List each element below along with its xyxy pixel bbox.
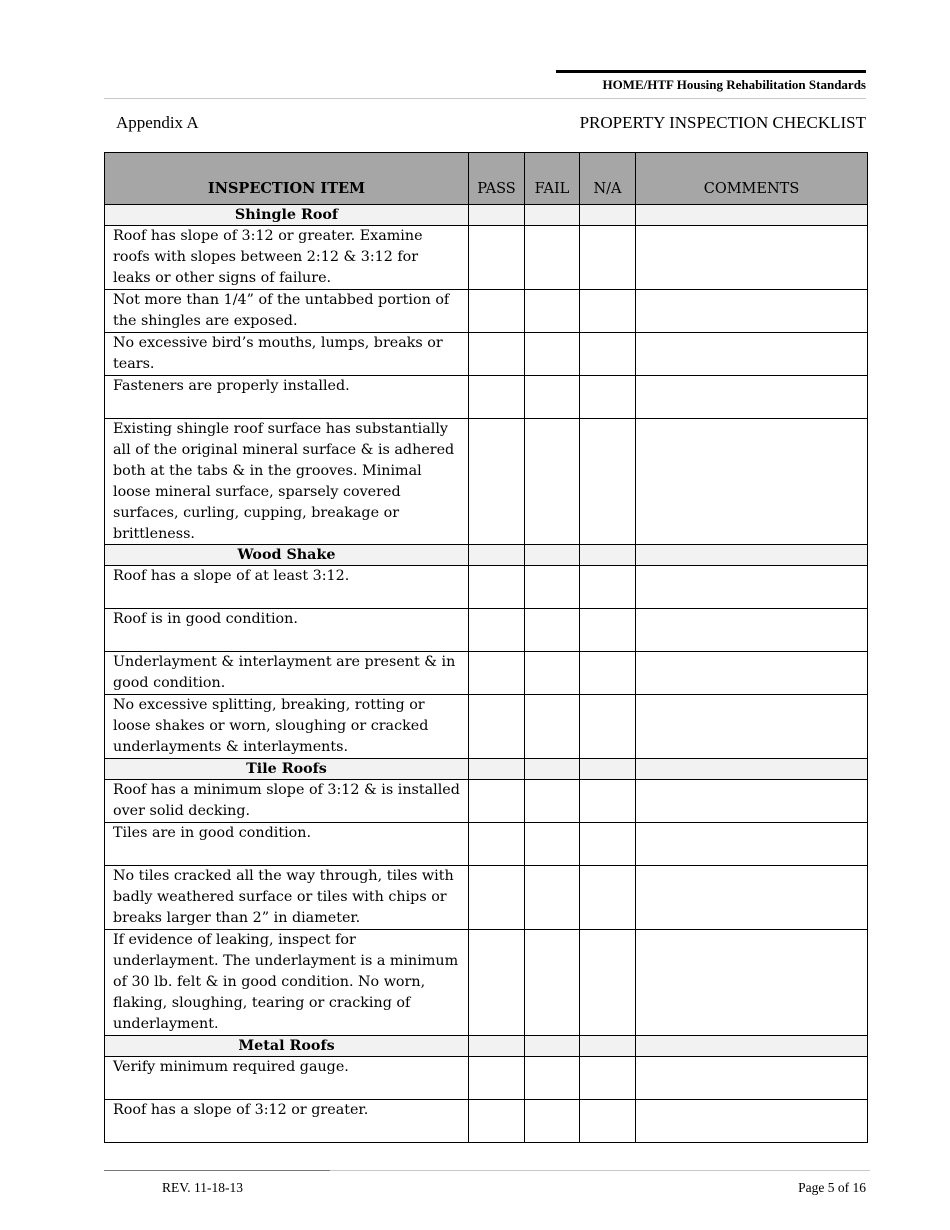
na-cell[interactable] [580, 866, 636, 930]
comments-cell[interactable] [636, 290, 868, 333]
fail-cell[interactable] [525, 419, 580, 545]
section-row-wood-shake [105, 545, 868, 566]
revision-date: REV. 11-18-13 [162, 1180, 243, 1195]
header-divider [104, 98, 866, 99]
fail-cell[interactable] [525, 1056, 580, 1099]
section-title: Wood Shake [105, 545, 469, 566]
na-cell [580, 545, 636, 566]
fail-cell[interactable] [525, 1099, 580, 1142]
table-row [105, 823, 868, 866]
fail-cell[interactable] [525, 333, 580, 376]
comments-cell[interactable] [636, 780, 868, 823]
table-row [105, 333, 868, 376]
fail-cell[interactable] [525, 226, 580, 290]
inspection-item-text: Tiles are in good condition. [105, 823, 469, 866]
inspection-checklist-table [104, 152, 868, 1143]
pass-cell[interactable] [469, 652, 525, 695]
section-title: Shingle Roof [105, 205, 469, 226]
na-cell[interactable] [580, 1099, 636, 1142]
table-row [105, 866, 868, 930]
section-title: Tile Roofs [105, 759, 469, 780]
fail-cell[interactable] [525, 566, 580, 609]
inspection-item-text: No excessive bird’s mouths, lumps, breaks or tears. [105, 333, 469, 376]
fail-cell [525, 205, 580, 226]
fail-cell[interactable] [525, 930, 580, 1036]
inspection-item-text: Roof is in good condition. [105, 609, 469, 652]
table-row [105, 930, 868, 1036]
pass-cell[interactable] [469, 376, 525, 419]
pass-cell[interactable] [469, 695, 525, 759]
appendix-label: Appendix A [116, 113, 199, 132]
comments-cell[interactable] [636, 609, 868, 652]
table-row [105, 1056, 868, 1099]
inspection-item-text: If evidence of leaking, inspect for underlayment. The underlayment is a minimum of 30 lb. felt & in good condition. No worn, flaking, sloughing, tearing or cracking of underlayment. [105, 930, 469, 1036]
inspection-item-text: Underlayment & interlayment are present & in good condition. [105, 652, 469, 695]
inspection-item-text: Not more than 1/4” of the untabbed portion of the shingles are exposed. [105, 290, 469, 333]
comments-cell [636, 205, 868, 226]
pass-cell[interactable] [469, 780, 525, 823]
na-cell [580, 205, 636, 226]
fail-cell[interactable] [525, 609, 580, 652]
table-row [105, 1099, 868, 1142]
pass-cell[interactable] [469, 566, 525, 609]
table-row [105, 695, 868, 759]
na-cell[interactable] [580, 1056, 636, 1099]
na-cell[interactable] [580, 609, 636, 652]
table-row [105, 376, 868, 419]
comments-cell[interactable] [636, 333, 868, 376]
fail-cell[interactable] [525, 376, 580, 419]
na-cell[interactable] [580, 226, 636, 290]
comments-cell[interactable] [636, 866, 868, 930]
table-row [105, 419, 868, 545]
fail-cell[interactable] [525, 290, 580, 333]
inspection-item-text: No excessive splitting, breaking, rotting or loose shakes or worn, sloughing or cracked underlayments & interlayments. [105, 695, 469, 759]
fail-cell [525, 759, 580, 780]
fail-cell[interactable] [525, 823, 580, 866]
inspection-item-text: Fasteners are properly installed. [105, 376, 469, 419]
column-header-fail: FAIL [525, 153, 580, 205]
table-header-row [105, 153, 868, 205]
inspection-item-text: Verify minimum required gauge. [105, 1056, 469, 1099]
comments-cell[interactable] [636, 930, 868, 1036]
inspection-item-text: Roof has slope of 3:12 or greater. Examine roofs with slopes between 2:12 & 3:12 for leaks or other signs of failure. [105, 226, 469, 290]
pass-cell[interactable] [469, 930, 525, 1036]
comments-cell[interactable] [636, 695, 868, 759]
na-cell[interactable] [580, 695, 636, 759]
pass-cell[interactable] [469, 1099, 525, 1142]
comments-cell[interactable] [636, 226, 868, 290]
inspection-item-text: No tiles cracked all the way through, tiles with badly weathered surface or tiles with chips or breaks larger than 2” in diameter. [105, 866, 469, 930]
fail-cell [525, 1035, 580, 1056]
pass-cell[interactable] [469, 1056, 525, 1099]
pass-cell [469, 1035, 525, 1056]
comments-cell [636, 545, 868, 566]
fail-cell[interactable] [525, 652, 580, 695]
section-row-metal-roofs [105, 1035, 868, 1056]
table-row [105, 226, 868, 290]
inspection-item-text: Existing shingle roof surface has substantially all of the original mineral surface & is adhered both at the tabs & in the grooves. Minimal loose mineral surface, sparsely covered surfaces, curling, cupping, breakage or brittleness. [105, 419, 469, 545]
na-cell [580, 759, 636, 780]
na-cell[interactable] [580, 333, 636, 376]
comments-cell[interactable] [636, 419, 868, 545]
na-cell[interactable] [580, 823, 636, 866]
pass-cell [469, 545, 525, 566]
pass-cell[interactable] [469, 226, 525, 290]
pass-cell[interactable] [469, 333, 525, 376]
comments-cell [636, 759, 868, 780]
na-cell[interactable] [580, 930, 636, 1036]
na-cell[interactable] [580, 419, 636, 545]
na-cell[interactable] [580, 780, 636, 823]
na-cell[interactable] [580, 652, 636, 695]
na-cell[interactable] [580, 566, 636, 609]
section-title: Metal Roofs [105, 1035, 469, 1056]
pass-cell [469, 205, 525, 226]
inspection-item-text: Roof has a slope of at least 3:12. [105, 566, 469, 609]
inspection-item-text: Roof has a slope of 3:12 or greater. [105, 1099, 469, 1142]
document-name: HOME/HTF Housing Rehabilitation Standards [556, 70, 866, 93]
fail-cell[interactable] [525, 695, 580, 759]
fail-cell[interactable] [525, 780, 580, 823]
column-header-pass: PASS [469, 153, 525, 205]
table-row [105, 780, 868, 823]
pass-cell [469, 759, 525, 780]
table-row [105, 652, 868, 695]
page-title: PROPERTY INSPECTION CHECKLIST [579, 113, 866, 132]
pass-cell[interactable] [469, 823, 525, 866]
table-row [105, 566, 868, 609]
pass-cell[interactable] [469, 609, 525, 652]
comments-cell [636, 1035, 868, 1056]
comments-cell[interactable] [636, 1056, 868, 1099]
fail-cell[interactable] [525, 866, 580, 930]
comments-cell[interactable] [636, 1099, 868, 1142]
column-header-na: N/A [580, 153, 636, 205]
na-cell[interactable] [580, 376, 636, 419]
na-cell[interactable] [580, 290, 636, 333]
page-number: Page 5 of 16 [798, 1180, 866, 1195]
table-row [105, 609, 868, 652]
table-row [105, 290, 868, 333]
pass-cell[interactable] [469, 866, 525, 930]
na-cell [580, 1035, 636, 1056]
column-header-comments: COMMENTS [636, 153, 868, 205]
footer-divider-accent [104, 1170, 330, 1171]
comments-cell[interactable] [636, 566, 868, 609]
fail-cell [525, 545, 580, 566]
comments-cell[interactable] [636, 823, 868, 866]
section-row-tile-roofs [105, 759, 868, 780]
pass-cell[interactable] [469, 419, 525, 545]
comments-cell[interactable] [636, 652, 868, 695]
comments-cell[interactable] [636, 376, 868, 419]
column-header-inspection-item: INSPECTION ITEM [105, 153, 469, 205]
pass-cell[interactable] [469, 290, 525, 333]
inspection-item-text: Roof has a minimum slope of 3:12 & is installed over solid decking. [105, 780, 469, 823]
section-row-shingle-roof [105, 205, 868, 226]
